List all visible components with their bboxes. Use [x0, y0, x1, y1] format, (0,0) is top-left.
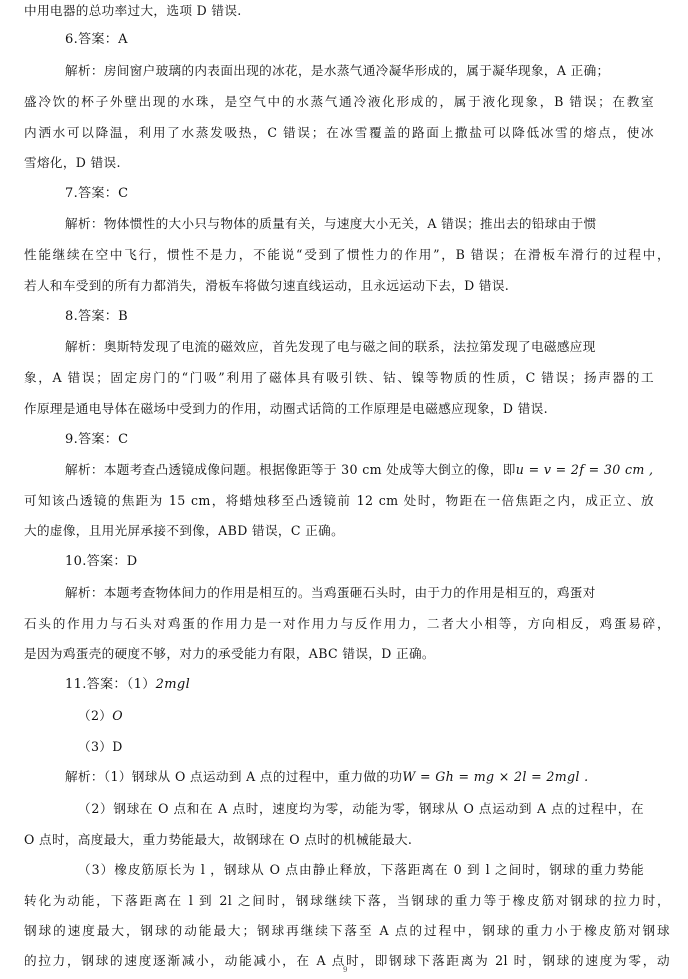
math-expression: W = Gh = mg × 2l = 2mgl . [402, 769, 589, 784]
answer-heading-8: 8.答案：B [65, 309, 129, 324]
math-expression: u = v = 2f = 30 cm , [515, 462, 654, 477]
math-expression: 2mgl [155, 677, 191, 692]
answer-heading-7: 7.答案：C [65, 186, 129, 201]
text-line [65, 768, 589, 786]
text-line: 解析：物体惯性的大小只与物体的质量有关，与速度大小无关，A 错误；推出去的铅球由于惯 [65, 216, 597, 231]
text-line: 中用电器的总功率过大，选项 D 错误. [24, 3, 242, 18]
text-line: 石头的作用力与石头对鸡蛋的作用力是一对作用力与反作用力，二者大小相等，方向相反，鸡蛋易碎， [24, 616, 670, 631]
text-line: O 点时，高度最大，重力势能最大，故钢球在 O 点时的机械能最大. [24, 832, 413, 847]
text-line: 雪熔化，D 错误. [24, 155, 121, 170]
text-line: 解析：房间窗户玻璃的内表面出现的冰花，是水蒸气通冷凝华形成的，属于凝华现象，A 正确； [65, 63, 610, 78]
answer-heading-11 [65, 676, 190, 694]
text-line: 性能继续在空中飞行，惯性不是力，不能说“受到了惯性力的作用”，B 错误；在滑板车滑行的过程中， [24, 247, 670, 262]
math-expression: O [112, 708, 123, 723]
answer-part-3: （3）D [78, 739, 123, 754]
text-segment: 解析：（1）钢球从 O 点运动到 A 点的过程中，重力做的功 [65, 769, 403, 784]
text-segment: 11.答案：（1） [65, 677, 156, 692]
text-line: 盛冷饮的杯子外壁出现的水珠，是空气中的水蒸气通冷液化形成的，属于液化现象，B 错误；在教室 [24, 94, 654, 109]
text-line [65, 461, 653, 479]
page-number: 9 [343, 966, 348, 974]
text-line: 大的虚像，且用光屏承接不到像，ABD 错误，C 正确。 [24, 523, 345, 538]
text-segment: 解析：本题考查凸透镜成像问题。根据像距等于 30 cm 处成等大倒立的像，即 [65, 462, 516, 477]
answer-heading-10: 10.答案：D [65, 554, 138, 569]
text-line: （2）钢球在 O 点和在 A 点时，速度均为零，动能为零，钢球从 O 点运动到 A 点的过程中，在 [78, 801, 644, 816]
text-line: 钢球的速度最大，钢球的动能最大；钢球再继续下落至 A 点的过程中，钢球的重力小于橡皮筋对钢球 [24, 923, 670, 938]
text-line: 解析：本题考查物体间力的作用是相互的。当鸡蛋砸石头时，由于力的作用是相互的，鸡蛋对 [65, 585, 596, 600]
answer-heading-9: 9.答案：C [65, 432, 129, 447]
text-line: （3）橡皮筋原长为 l ，钢球从 O 点由静止释放，下落距离在 0 到 l 之间时，钢球的重力势能 [78, 862, 644, 877]
answer-part-2 [78, 707, 123, 725]
text-line: 可知该凸透镜的焦距为 15 cm，将蜡烛移至凸透镜前 12 cm 处时，物距在一倍焦距之内，成正立、放 [24, 493, 654, 508]
text-line: 象，A 错误；固定房门的“门吸”利用了磁体具有吸引铁、钴、镍等物质的性质，C 错误；扬声器的工 [24, 370, 654, 385]
text-line: 转化为动能，下落距离在 l 到 2l 之间时，钢球继续下落，当钢球的重力等于橡皮筋对钢球的拉力时， [24, 893, 670, 908]
text-line: 的拉力，钢球的速度逐渐减小，动能减小，在 A 点时，即钢球下落距离为 2l 时，钢球的速度为零，动 [24, 953, 670, 968]
text-line: 是因为鸡蛋壳的硬度不够，对力的承受能力有限，ABC 错误，D 正确。 [24, 646, 435, 661]
answer-heading-6: 6.答案：A [65, 32, 128, 47]
text-line: 作原理是通电导体在磁场中受到力的作用，动圈式话筒的工作原理是电磁感应现象，D 错误. [24, 401, 548, 416]
text-line: 内洒水可以降温，利用了水蒸发吸热，C 错误；在冰雪覆盖的路面上撒盐可以降低冰雪的熔点，使冰 [24, 125, 654, 140]
text-line: 解析：奥斯特发现了电流的磁效应，首先发现了电与磁之间的联系，法拉第发现了电磁感应现 [65, 339, 596, 354]
text-line: 若人和车受到的所有力都消失，滑板车将做匀速直线运动，且永远运动下去，D 错误. [24, 278, 510, 293]
text-segment: （2） [78, 708, 113, 723]
